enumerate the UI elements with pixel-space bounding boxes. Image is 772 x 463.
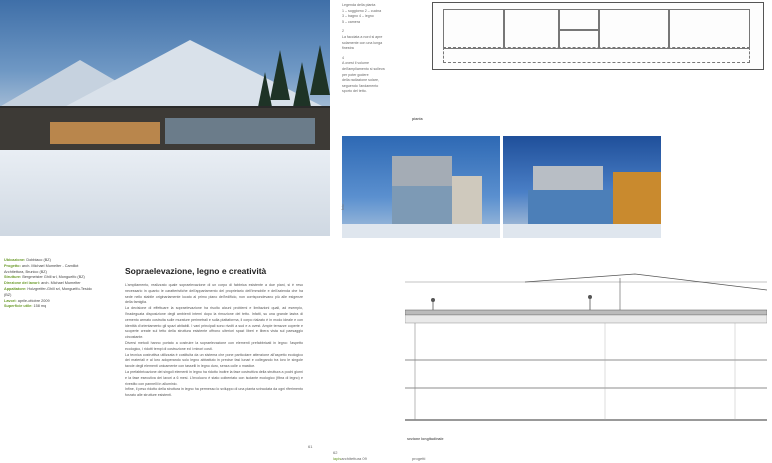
note-line: della radiazione solare, xyxy=(342,78,379,83)
section-drawing xyxy=(405,270,767,435)
credit-line: Lavori: aprile-ottobre 2009 xyxy=(4,298,50,303)
article-body xyxy=(125,283,303,399)
note-line: dell'ampliamento si solleva xyxy=(342,66,385,71)
note-line: sporto del tetto. xyxy=(342,89,367,94)
legend-item: 3 – bagno 4 – legno xyxy=(342,14,374,19)
legend-item: 1 – soggiorno 2 – cucina xyxy=(342,8,382,13)
legend-heading: Legenda della pianta xyxy=(342,3,376,7)
paragraph: La tecnica costruttiva utilizzata è costituita da un sistema che pone particolare attenzione all'aspetto ecologico dei materiali e al loro adoperando solo legno abbattuto in precise fasi lunari e collegando tra loro le singole tavole degli elementi unicamente con tasselli in legno duro, senza colle o mastice. xyxy=(125,352,303,369)
project-credits xyxy=(4,258,96,310)
photo-caption: foto: ... xyxy=(341,199,345,210)
paragraph: La decisione di effettuare la sopraelevazione ha risolto alcuni problemi e limitazioni quali, ad esempio, l'inadeguata disposizione degli ambienti interni dopo la rimozione del tetto. Infatti, su una grande lastra di cemento armato costruita sulle murature perimetrali e sulla piattaforma, il corpo rialzato è in modo ideale e con identità d'orientamento gli spazi abitabili. I vani principali sono rivolti a sud e a ovest. Ampie terrazze coperte e scoperte create sul tetto della struttura esistente offrono ulteriori spazi liberi e libera vista sul paesaggio circostante. xyxy=(125,306,303,340)
note-line: solamente con una lunga xyxy=(342,40,383,45)
credit-line: Appaltatore: Holzgreifer-Ghill srl, Monguelfo-Tesido (BZ) xyxy=(4,286,92,297)
note-line: A ovest il volume xyxy=(342,61,369,66)
note-line: finestra xyxy=(342,46,354,51)
page-number-right: 62 xyxy=(333,450,338,455)
credit-line: Direzione dei lavori: arch. Michael Mumelter xyxy=(4,281,81,286)
floor-plan-drawing xyxy=(432,2,764,70)
note-number: 2 xyxy=(342,29,344,34)
building-photo-right xyxy=(503,136,661,238)
page-number-left: 61 xyxy=(308,444,313,449)
legend-item: 5 – camera xyxy=(342,19,360,24)
paragraph: Infine, il peso ridotto della struttura in legno ha permesso lo sviluppo di una pianta svincolata da ogni riferimento forzato alle strutture esistenti. xyxy=(125,387,303,398)
article-title: Sopraelevazione, legno e creatività xyxy=(125,266,267,276)
magazine-brand: lapisarchitettura 09 xyxy=(333,456,367,461)
credit-line: Superficie utile: 158 mq xyxy=(4,304,47,309)
section-rubric: progetti xyxy=(412,456,426,461)
note-line: seguendo l'andamento xyxy=(342,83,379,88)
hero-photo xyxy=(0,0,330,236)
note-line: La facciata a nord si apre xyxy=(342,34,383,39)
plan-label: pianta xyxy=(412,117,423,121)
paragraph: Diversi metodi hanno portato a costruire la sopraelevazione con elementi prefabbricati in legno: l'aspetto ecologico, i ridotti tempi di costruzione ed i minori costi. xyxy=(125,340,303,351)
section-label: sezione longitudinale xyxy=(407,437,444,441)
paragraph: La prefabbricazione dei singoli elementi in legno ha ridotto inoltre la fase costruttiva della struttura a pochi giorni e la fase esecutiva dei lavori a 6 mesi. L'involucro è stato coibentato con isolante ecologico (fibra di legno) e rivestito con pannelli in alluminio. xyxy=(125,369,303,386)
credit-line: Progetto: arch. Michael Mumelter - Camillot Architettura, Brunico (BZ) xyxy=(4,263,79,274)
plan-legend xyxy=(342,3,422,95)
credit-line: Strutture: Bergmeister Ghill srl, Monguelfo (BZ) xyxy=(4,275,85,280)
note-number: 4 xyxy=(342,55,344,60)
note-line: per poter godere xyxy=(342,72,369,77)
building-photo-left xyxy=(342,136,500,238)
credit-line: Ubicazione: Dobbiaco (BZ) xyxy=(4,258,51,262)
paragraph: L'ampliamento, realizzato quale sopraelevazione di un corpo di fabbrica esistente a due piani, si è reso necessario in quanto le caratteristiche dell'appartamento del proprietario dell'immobile e dell'azienda che ha sede nello stabile originariamente locato al primo piano dell'edificio, non corrispondevano più alle esigenze della famiglia. xyxy=(125,283,303,305)
